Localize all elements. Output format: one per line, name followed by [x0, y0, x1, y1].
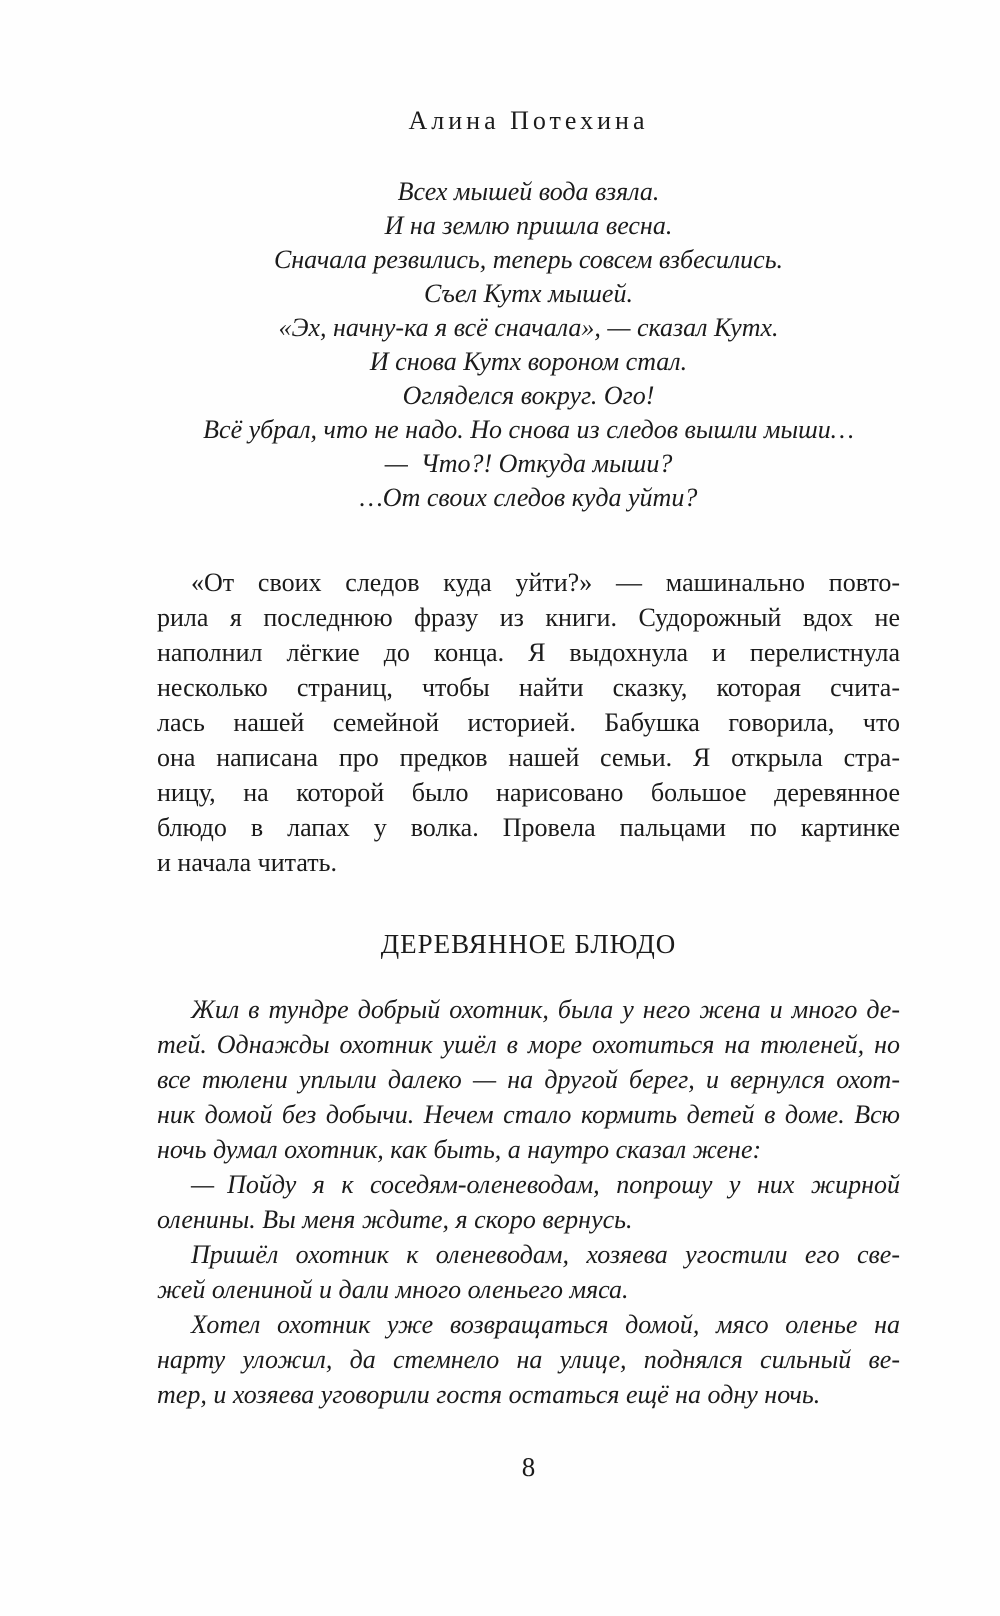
text-line: несколько страниц, чтобы найти сказку, которая счита-: [157, 673, 900, 702]
text-line: Съел Кутх мышей.: [424, 279, 633, 308]
text-line: оленины. Вы меня ждите, я скоро вернусь.: [157, 1205, 633, 1234]
story-paragraph: [157, 1307, 900, 1412]
story-section: [157, 992, 900, 1412]
text-line: нарту уложил, да стемнело на улице, поднялся сильный ве-: [157, 1345, 900, 1374]
text-line: блюдо в лапах у волка. Провела пальцами по картинке: [157, 813, 900, 842]
text-line: Всё убрал, что не надо. Но снова из следов вышли мыши…: [203, 415, 854, 444]
text-line: жей олениной и дали много оленьего мяса.: [157, 1275, 629, 1304]
text-line: наполнил лёгкие до конца. Я выдохнула и перелистнула: [157, 638, 900, 667]
story-paragraph: [157, 1167, 900, 1237]
intro-paragraph: [157, 565, 900, 880]
text-line: лась нашей семейной историей. Бабушка говорила, что: [157, 708, 900, 737]
text-line: Огляделся вокруг. Ого!: [402, 381, 655, 410]
text-line: И снова Кутх вороном стал.: [369, 347, 688, 376]
text-line: «Эх, начну-ка я всё сначала», — сказал Кутх.: [278, 313, 779, 342]
epigraph-verse: [157, 175, 900, 515]
text-line: — Пойду я к соседям-оленеводам, попрошу у них жирной: [191, 1170, 900, 1199]
text-line: и начала читать.: [157, 848, 337, 877]
text-line: она написана про предков нашей семьи. Я открыла стра-: [157, 743, 900, 772]
story-paragraph: [157, 1237, 900, 1307]
story-paragraph: [157, 992, 900, 1167]
page-number: 8: [521, 1452, 536, 1482]
text-line: Жил в тундре добрый охотник, была у него жена и много де-: [191, 995, 900, 1024]
text-line: ник домой без добычи. Нечем стало кормить детей в доме. Всю: [157, 1100, 900, 1129]
text-line: рила я последнюю фразу из книги. Судорожный вдох не: [157, 603, 900, 632]
text-line: — Что?! Откуда мыши?: [384, 449, 673, 478]
author-name: Алина Потехина: [408, 106, 649, 135]
text-line: И на землю пришла весна.: [384, 211, 673, 240]
text-line: тер, и хозяева уговорили гостя остаться ещё на одну ночь.: [157, 1380, 821, 1409]
text-line: «От своих следов куда уйти?» — машинально повто-: [191, 568, 900, 597]
text-line: тей. Однажды охотник ушёл в море охотиться на тюленей, но: [157, 1030, 900, 1059]
text-line: Пришёл охотник к оленеводам, хозяева угостили его све-: [191, 1240, 900, 1269]
text-line: Всех мышей вода взяла.: [397, 177, 660, 206]
text-line: ночь думал охотник, как быть, а наутро сказал жене:: [157, 1135, 762, 1164]
text-line: все тюлени уплыли далеко — на другой берег, и вернулся охот-: [157, 1065, 900, 1094]
text-line: …От своих следов куда уйти?: [359, 483, 698, 512]
text-line: Хотел охотник уже возвращаться домой, мясо оленье на: [191, 1310, 900, 1339]
text-line: Сначала резвились, теперь совсем взбесились.: [273, 245, 784, 274]
section-title: ДЕРЕВЯННОЕ БЛЮДО: [380, 929, 677, 959]
text-line: ницу, на которой было нарисовано большое деревянное: [157, 778, 900, 807]
